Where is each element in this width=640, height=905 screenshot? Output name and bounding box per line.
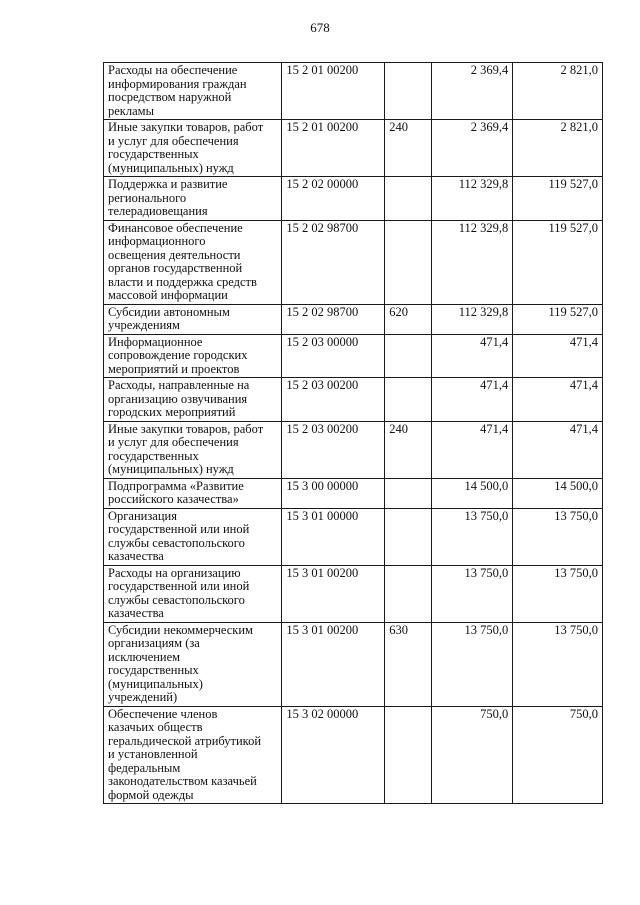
table-row <box>104 177 603 221</box>
amount-year-1: 471,4 <box>431 334 513 378</box>
target-code: 15 2 03 00200 <box>282 378 385 422</box>
target-code: 15 3 00 00000 <box>282 478 385 508</box>
item-name: Расходы на организацию государственной или иной службы севастопольского казачества <box>104 565 282 622</box>
expense-type: 240 <box>385 421 431 478</box>
target-code: 15 3 01 00000 <box>282 508 385 565</box>
amount-year-2: 13 750,0 <box>513 565 603 622</box>
amount-year-2: 14 500,0 <box>513 478 603 508</box>
budget-table <box>103 62 603 804</box>
target-code: 15 3 01 00200 <box>282 622 385 706</box>
expense-type <box>385 63 431 120</box>
expense-type <box>385 565 431 622</box>
item-name: Расходы на обеспечение информирования граждан посредством наружной рекламы <box>104 63 282 120</box>
item-name: Организация государственной или иной службы севастопольского казачества <box>104 508 282 565</box>
amount-year-2: 13 750,0 <box>513 622 603 706</box>
table-row <box>104 304 603 334</box>
amount-year-1: 750,0 <box>431 706 513 804</box>
expense-type <box>385 478 431 508</box>
target-code: 15 3 01 00200 <box>282 565 385 622</box>
table-row <box>104 421 603 478</box>
table-row <box>104 378 603 422</box>
target-code: 15 2 02 00000 <box>282 177 385 221</box>
expense-type <box>385 378 431 422</box>
item-name: Иные закупки товаров, работ и услуг для обеспечения государственных (муниципальных) нужд <box>104 421 282 478</box>
amount-year-2: 2 821,0 <box>513 63 603 120</box>
item-name: Информационное сопровождение городских мероприятий и проектов <box>104 334 282 378</box>
amount-year-2: 119 527,0 <box>513 177 603 221</box>
expense-type: 240 <box>385 120 431 177</box>
amount-year-2: 750,0 <box>513 706 603 804</box>
amount-year-1: 14 500,0 <box>431 478 513 508</box>
amount-year-2: 13 750,0 <box>513 508 603 565</box>
target-code: 15 2 03 00000 <box>282 334 385 378</box>
table-row <box>104 120 603 177</box>
amount-year-1: 13 750,0 <box>431 508 513 565</box>
target-code: 15 2 01 00200 <box>282 63 385 120</box>
amount-year-1: 13 750,0 <box>431 622 513 706</box>
table-row <box>104 478 603 508</box>
table-row <box>104 622 603 706</box>
item-name: Финансовое обеспечение информационного освещения деятельности органов государственной власти и поддержка средств массовой информации <box>104 220 282 304</box>
amount-year-1: 471,4 <box>431 378 513 422</box>
table-row <box>104 220 603 304</box>
table-row <box>104 63 603 120</box>
expense-type: 620 <box>385 304 431 334</box>
amount-year-2: 119 527,0 <box>513 220 603 304</box>
table-row <box>104 706 603 804</box>
target-code: 15 3 02 00000 <box>282 706 385 804</box>
target-code: 15 2 02 98700 <box>282 304 385 334</box>
amount-year-1: 13 750,0 <box>431 565 513 622</box>
expense-type <box>385 508 431 565</box>
table-row <box>104 334 603 378</box>
item-name: Иные закупки товаров, работ и услуг для обеспечения государственных (муниципальных) нужд <box>104 120 282 177</box>
amount-year-1: 2 369,4 <box>431 63 513 120</box>
target-code: 15 2 02 98700 <box>282 220 385 304</box>
item-name: Расходы, направленные на организацию озвучивания городских мероприятий <box>104 378 282 422</box>
item-name: Подпрограмма «Развитие российского казачества» <box>104 478 282 508</box>
amount-year-2: 471,4 <box>513 421 603 478</box>
expense-type: 630 <box>385 622 431 706</box>
amount-year-1: 471,4 <box>431 421 513 478</box>
amount-year-2: 119 527,0 <box>513 304 603 334</box>
page-number: 678 <box>310 20 330 35</box>
expense-type <box>385 334 431 378</box>
amount-year-1: 112 329,8 <box>431 304 513 334</box>
table-row <box>104 508 603 565</box>
item-name: Обеспечение членов казачьих обществ геральдической атрибутикой и установленной федеральным законодательством казачьей формой одежды <box>104 706 282 804</box>
expense-type <box>385 177 431 221</box>
expense-type <box>385 706 431 804</box>
target-code: 15 2 01 00200 <box>282 120 385 177</box>
item-name: Поддержка и развитие регионального телерадиовещания <box>104 177 282 221</box>
amount-year-2: 2 821,0 <box>513 120 603 177</box>
target-code: 15 2 03 00200 <box>282 421 385 478</box>
amount-year-1: 2 369,4 <box>431 120 513 177</box>
amount-year-2: 471,4 <box>513 334 603 378</box>
amount-year-1: 112 329,8 <box>431 177 513 221</box>
table-row <box>104 565 603 622</box>
expense-type <box>385 220 431 304</box>
amount-year-1: 112 329,8 <box>431 220 513 304</box>
amount-year-2: 471,4 <box>513 378 603 422</box>
item-name: Субсидии некоммерческим организациям (за исключением государственных (муниципальных) учреждений) <box>104 622 282 706</box>
item-name: Субсидии автономным учреждениям <box>104 304 282 334</box>
